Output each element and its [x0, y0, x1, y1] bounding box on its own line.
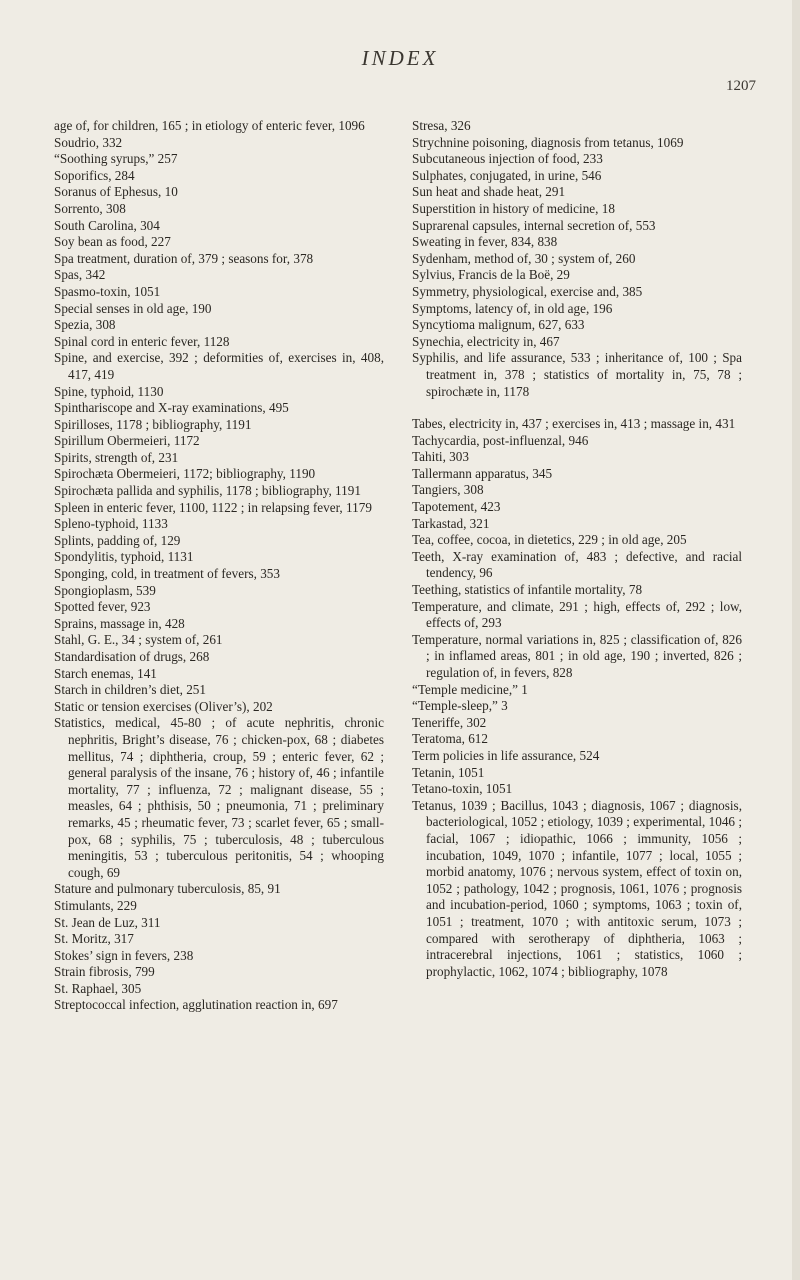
index-entry: Spas, 342	[54, 267, 106, 283]
index-entry: Sprains, massage in, 428	[54, 615, 185, 631]
index-entry: Stokes’ sign in fevers, 238	[54, 947, 194, 963]
page-number: 1207	[726, 78, 756, 94]
index-entry: Tallermann apparatus, 345	[412, 465, 553, 481]
index-entry: Spirochæta pallida and syphilis, 1178 ; bibliography, 1191	[54, 483, 361, 499]
index-entry: Synechia, electricity in, 467	[412, 333, 560, 349]
index-entry: Syphilis, and life assurance, 533 ; inheritance of, 100 ; Spa treatment in, 378 ; statistics of mortality in, 75, 78 ; spirochæte in, 1178	[412, 350, 742, 399]
index-entry: Tetanus, 1039 ; Bacillus, 1043 ; diagnosis, 1067 ; diagnosis, bacteriological, 1052 ; etiology, 1039 ; experimental, 1046 ; facial, 1067 ; idiopathic, 1066 ; immunity, 1056 ; incubation, 1049, 1070 ; infantile, 1077 ; local, 1055 ; morbid anatomy, 1076 ; nervous system, effect of toxin on, 1052 ; pathology, 1042 ; prognosis, 1061, 1076 ; prognosis and incubation-period, 1060 ; symptoms, 1063 ; toxin of, 1051 ; treatment, 1070 ; with antitoxic serum, 1073 ; compared with serotherapy of diphtheria, 1063 ; intracerebral injections, 1061 ; statistics, 1060 ; prophylactic, 1062, 1074 ; bibliography, 1078	[412, 797, 742, 979]
index-entry: Symmetry, physiological, exercise and, 385	[412, 283, 643, 299]
index-entry: Tahiti, 303	[412, 449, 469, 465]
index-entry: Standardisation of drugs, 268	[54, 649, 210, 664]
index-entry: Soy bean as food, 227	[54, 234, 171, 250]
index-entry: Stahl, G. E., 34 ; system of, 261	[54, 632, 223, 648]
index-entry: Superstition in history of medicine, 18	[412, 200, 615, 216]
index-entry: Strain fibrosis, 799	[54, 964, 155, 980]
index-entry: Sponging, cold, in treatment of fevers, 353	[54, 566, 280, 582]
index-entry: Spine, and exercise, 392 ; deformities of, exercises in, 408, 417, 419	[54, 350, 384, 382]
index-entry: Spasmo-toxin, 1051	[54, 283, 161, 299]
index-entry: Strychnine poisoning, diagnosis from tetanus, 1069	[412, 134, 684, 150]
index-entry: Sweating in fever, 834, 838	[412, 234, 558, 250]
index-entry: “Temple medicine,” 1	[412, 681, 528, 697]
index-entry: Teeth, X-ray examination of, 483 ; defective, and racial tendency, 96	[412, 548, 742, 581]
index-entry: Spezia, 308	[54, 317, 116, 333]
index-entry: Tangiers, 308	[412, 482, 484, 498]
page-title: INDEX	[361, 46, 439, 70]
index-entry: Sun heat and shade heat, 291	[412, 184, 566, 200]
index-entry: Sorrento, 308	[54, 200, 126, 216]
index-entry: Spongioplasm, 539	[54, 582, 156, 598]
index-entry: Soporifics, 284	[54, 167, 135, 183]
index-entry: Temperature, normal variations in, 825 ; classification of, 826 ; in inflamed areas, 801 ; in old age, 190 ; inverted, 826 ; regulation of, in fevers, 828	[412, 631, 742, 680]
index-entry: Subcutaneous injection of food, 233	[412, 151, 603, 167]
index-entry: Spirillum Obermeieri, 1172	[54, 433, 200, 449]
index-entry: Splints, padding of, 129	[54, 532, 181, 548]
index-entry: Syncytioma malignum, 627, 633	[412, 317, 585, 333]
index-entry: Stimulants, 229	[54, 897, 137, 913]
index-entry: Tea, coffee, cocoa, in dietetics, 229 ; in old age, 205	[412, 532, 687, 548]
index-entry: Spine, typhoid, 1130	[54, 383, 164, 399]
index-entry: Soudrio, 332	[54, 134, 123, 150]
index-entry: St. Jean de Luz, 311	[54, 914, 161, 930]
index-entry: Symptoms, latency of, in old age, 196	[412, 300, 613, 316]
index-entry: “Temple-sleep,” 3	[412, 698, 508, 714]
index-entry: Spinal cord in enteric fever, 1128	[54, 333, 230, 349]
index-entry: Special senses in old age, 190	[54, 300, 212, 316]
index-entry: Spondylitis, typhoid, 1131	[54, 549, 194, 565]
index-entry: Starch in children’s diet, 251	[54, 682, 206, 698]
index-entry: Spleen in enteric fever, 1100, 1122 ; in relapsing fever, 1179	[54, 499, 372, 515]
index-entry: Statistics, medical, 45-80 ; of acute nephritis, chronic nephritis, Bright’s disease, 76 ; chicken-pox, 68 ; diabetes mellitus, 74 ; diphtheria, croup, 59 ; enteric fever, 62 ; general paralysis of the insane, 76 ; history of, 46 ; infantile mortality, 77 ; influenza, 72 ; malignant disease, 55 ; measles, 64 ; phthisis, 50 ; pneumonia, 71 ; preliminary remarks, 45 ; rheumatic fever, 73 ; scarlet fever, 65 ; small-pox, 68 ; syphilis, 75 ; tuberculosis, 48 ; tuberculous meningitis, 53 ; tuberculous peritonitis, 54 ; whooping cough, 69	[54, 715, 384, 880]
index-entry: Tabes, electricity in, 437 ; exercises in, 413 ; massage in, 431	[412, 416, 736, 432]
index-entry: Tetano-toxin, 1051	[412, 781, 513, 797]
index-entry: Sydenham, method of, 30 ; system of, 260	[412, 250, 636, 266]
index-entry: Stature and pulmonary tuberculosis, 85, 91	[54, 881, 281, 897]
index-entry: Starch enemas, 141	[54, 665, 157, 681]
index-entry: “Soothing syrups,” 257	[54, 151, 178, 167]
index-entry: Teething, statistics of infantile mortality, 78	[412, 582, 643, 598]
index-entry: Spleno-typhoid, 1133	[54, 516, 168, 532]
index-entry: Soranus of Ephesus, 10	[54, 184, 178, 200]
index-entry: St. Raphael, 305	[54, 980, 142, 996]
index-entry: Term policies in life assurance, 524	[412, 747, 600, 763]
index-entry: St. Moritz, 317	[54, 931, 134, 947]
index-entry: Sylvius, Francis de la Boë, 29	[412, 267, 570, 283]
index-entry: Spa treatment, duration of, 379 ; seasons for, 378	[54, 250, 314, 266]
index-column-right	[412, 118, 742, 980]
index-entry: Sulphates, conjugated, in urine, 546	[412, 167, 602, 183]
index-entry: Spotted fever, 923	[54, 599, 151, 615]
index-entry: Spirochæta Obermeieri, 1172; bibliography, 1190	[54, 466, 316, 482]
index-entry: Tachycardia, post-influenzal, 946	[412, 432, 589, 448]
index-entry: Spirilloses, 1178 ; bibliography, 1191	[54, 416, 252, 432]
index-entry: Temperature, and climate, 291 ; high, effects of, 292 ; low, effects of, 293	[412, 598, 742, 631]
index-entry: Teneriffe, 302	[412, 714, 487, 730]
index-entry: Tapotement, 423	[412, 499, 501, 515]
index-entry: Spirits, strength of, 231	[54, 449, 179, 465]
index-entry: Static or tension exercises (Oliver’s), 202	[54, 698, 273, 714]
page-edge	[792, 0, 800, 1280]
index-entry: Tarkastad, 321	[412, 515, 490, 531]
index-entry: Suprarenal capsules, internal secretion of, 553	[412, 217, 656, 233]
index-entry: Spinthariscope and X-ray examinations, 495	[54, 400, 289, 416]
index-entry: Streptococcal infection, agglutination reaction in, 697	[54, 997, 338, 1013]
index-entry: Tetanin, 1051	[412, 764, 485, 780]
index-entry: age of, for children, 165 ; in etiology of enteric fever, 1096	[54, 118, 365, 133]
index-entry: Teratoma, 612	[412, 731, 488, 747]
index-entry: South Carolina, 304	[54, 217, 160, 233]
index-column-left	[54, 118, 384, 1014]
index-entry: Stresa, 326	[412, 118, 471, 133]
